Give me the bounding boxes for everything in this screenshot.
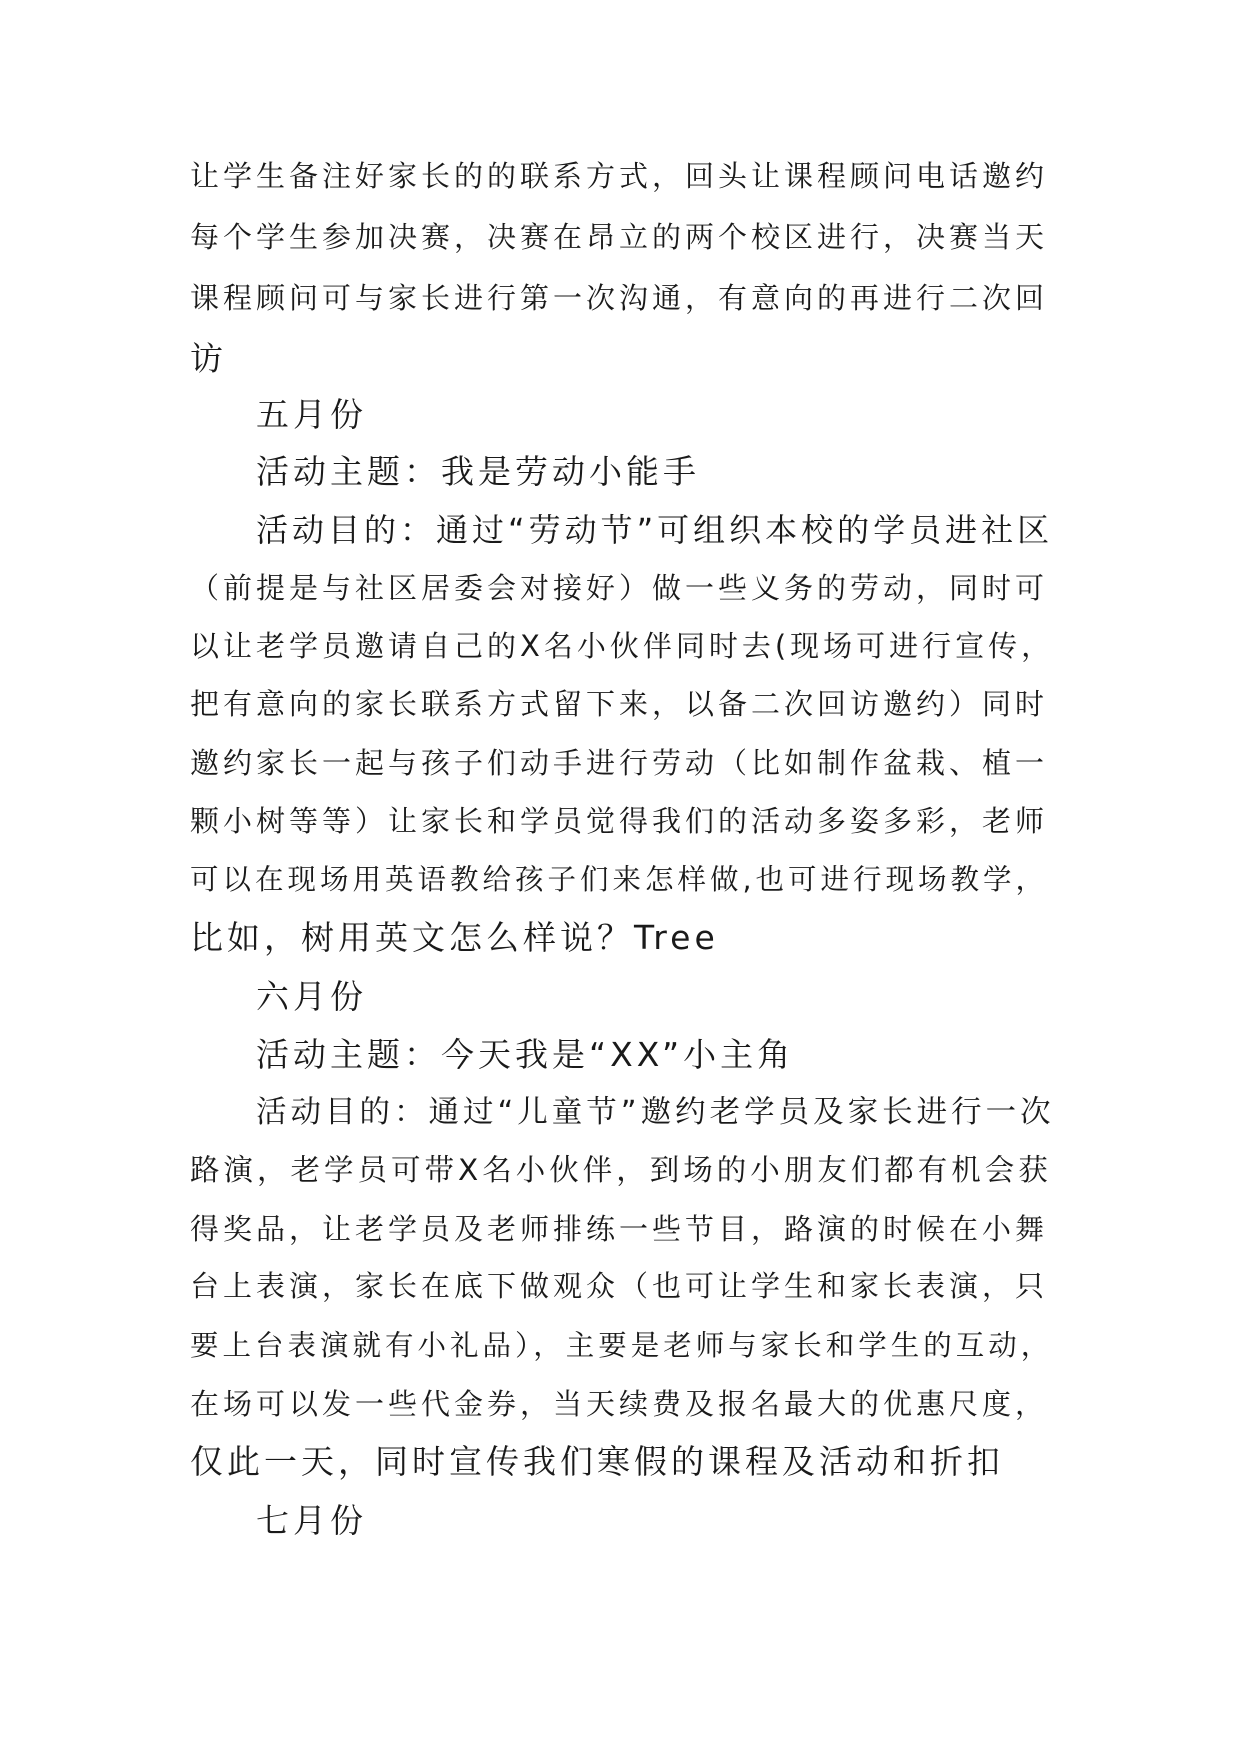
paragraph-line: 让学生备注好家长的的联系方式，回头让课程顾问电话邀约 — [190, 159, 1049, 193]
paragraph-line: 台上表演，家长在底下做观众（也可让学生和家长表演，只 — [190, 1269, 1049, 1303]
paragraph-line: 访 — [190, 339, 227, 378]
activity-purpose: 活动目的：通过“儿童节”邀约老学员及家长进行一次 — [256, 1095, 1055, 1130]
activity-theme: 活动主题：今天我是“XX”小主角 — [256, 1035, 795, 1074]
paragraph-line: 颗小树等等）让家长和学员觉得我们的活动多姿多彩，老师 — [190, 804, 1049, 838]
paragraph-line: 要上台表演就有小礼品），主要是老师与家长和学生的互动， — [190, 1329, 1054, 1362]
month-heading: 七月份 — [256, 1501, 367, 1540]
paragraph-line: 邀约家长一起与孩子们动手进行劳动（比如制作盆栽、植一 — [190, 746, 1049, 780]
paragraph-line: 以让老学员邀请自己的X名小伙伴同时去(现场可进行宣传， — [190, 629, 1055, 663]
paragraph-line: 得奖品，让老学员及老师排练一些节目，路演的时候在小舞 — [190, 1212, 1049, 1246]
activity-purpose: 活动目的：通过“劳动节”可组织本校的学员进社区 — [256, 511, 1054, 549]
month-heading: 五月份 — [256, 395, 367, 434]
paragraph-line: 在场可以发一些代金券，当天续费及报名最大的优惠尺度， — [190, 1387, 1049, 1421]
month-heading: 六月份 — [256, 977, 367, 1016]
activity-theme: 活动主题：我是劳动小能手 — [256, 452, 700, 491]
paragraph-line: 路演，老学员可带X名小伙伴，到场的小朋友们都有机会获 — [190, 1153, 1052, 1187]
paragraph-line: 可以在现场用英语教给孩子们来怎样做,也可进行现场教学， — [190, 863, 1049, 896]
paragraph-line: 把有意向的家长联系方式留下来，以备二次回访邀约）同时 — [190, 687, 1049, 721]
paragraph-line: 每个学生参加决赛，决赛在昂立的两个校区进行，决赛当天 — [190, 220, 1049, 254]
paragraph-line: （前提是与社区居委会对接好）做一些义务的劳动，同时可 — [190, 571, 1049, 605]
paragraph-line: 仅此一天，同时宣传我们寒假的课程及活动和折扣 — [190, 1442, 1004, 1481]
paragraph-line: 比如，树用英文怎么样说？Tree — [190, 918, 719, 957]
paragraph-line: 课程顾问可与家长进行第一次沟通，有意向的再进行二次回 — [190, 281, 1049, 315]
